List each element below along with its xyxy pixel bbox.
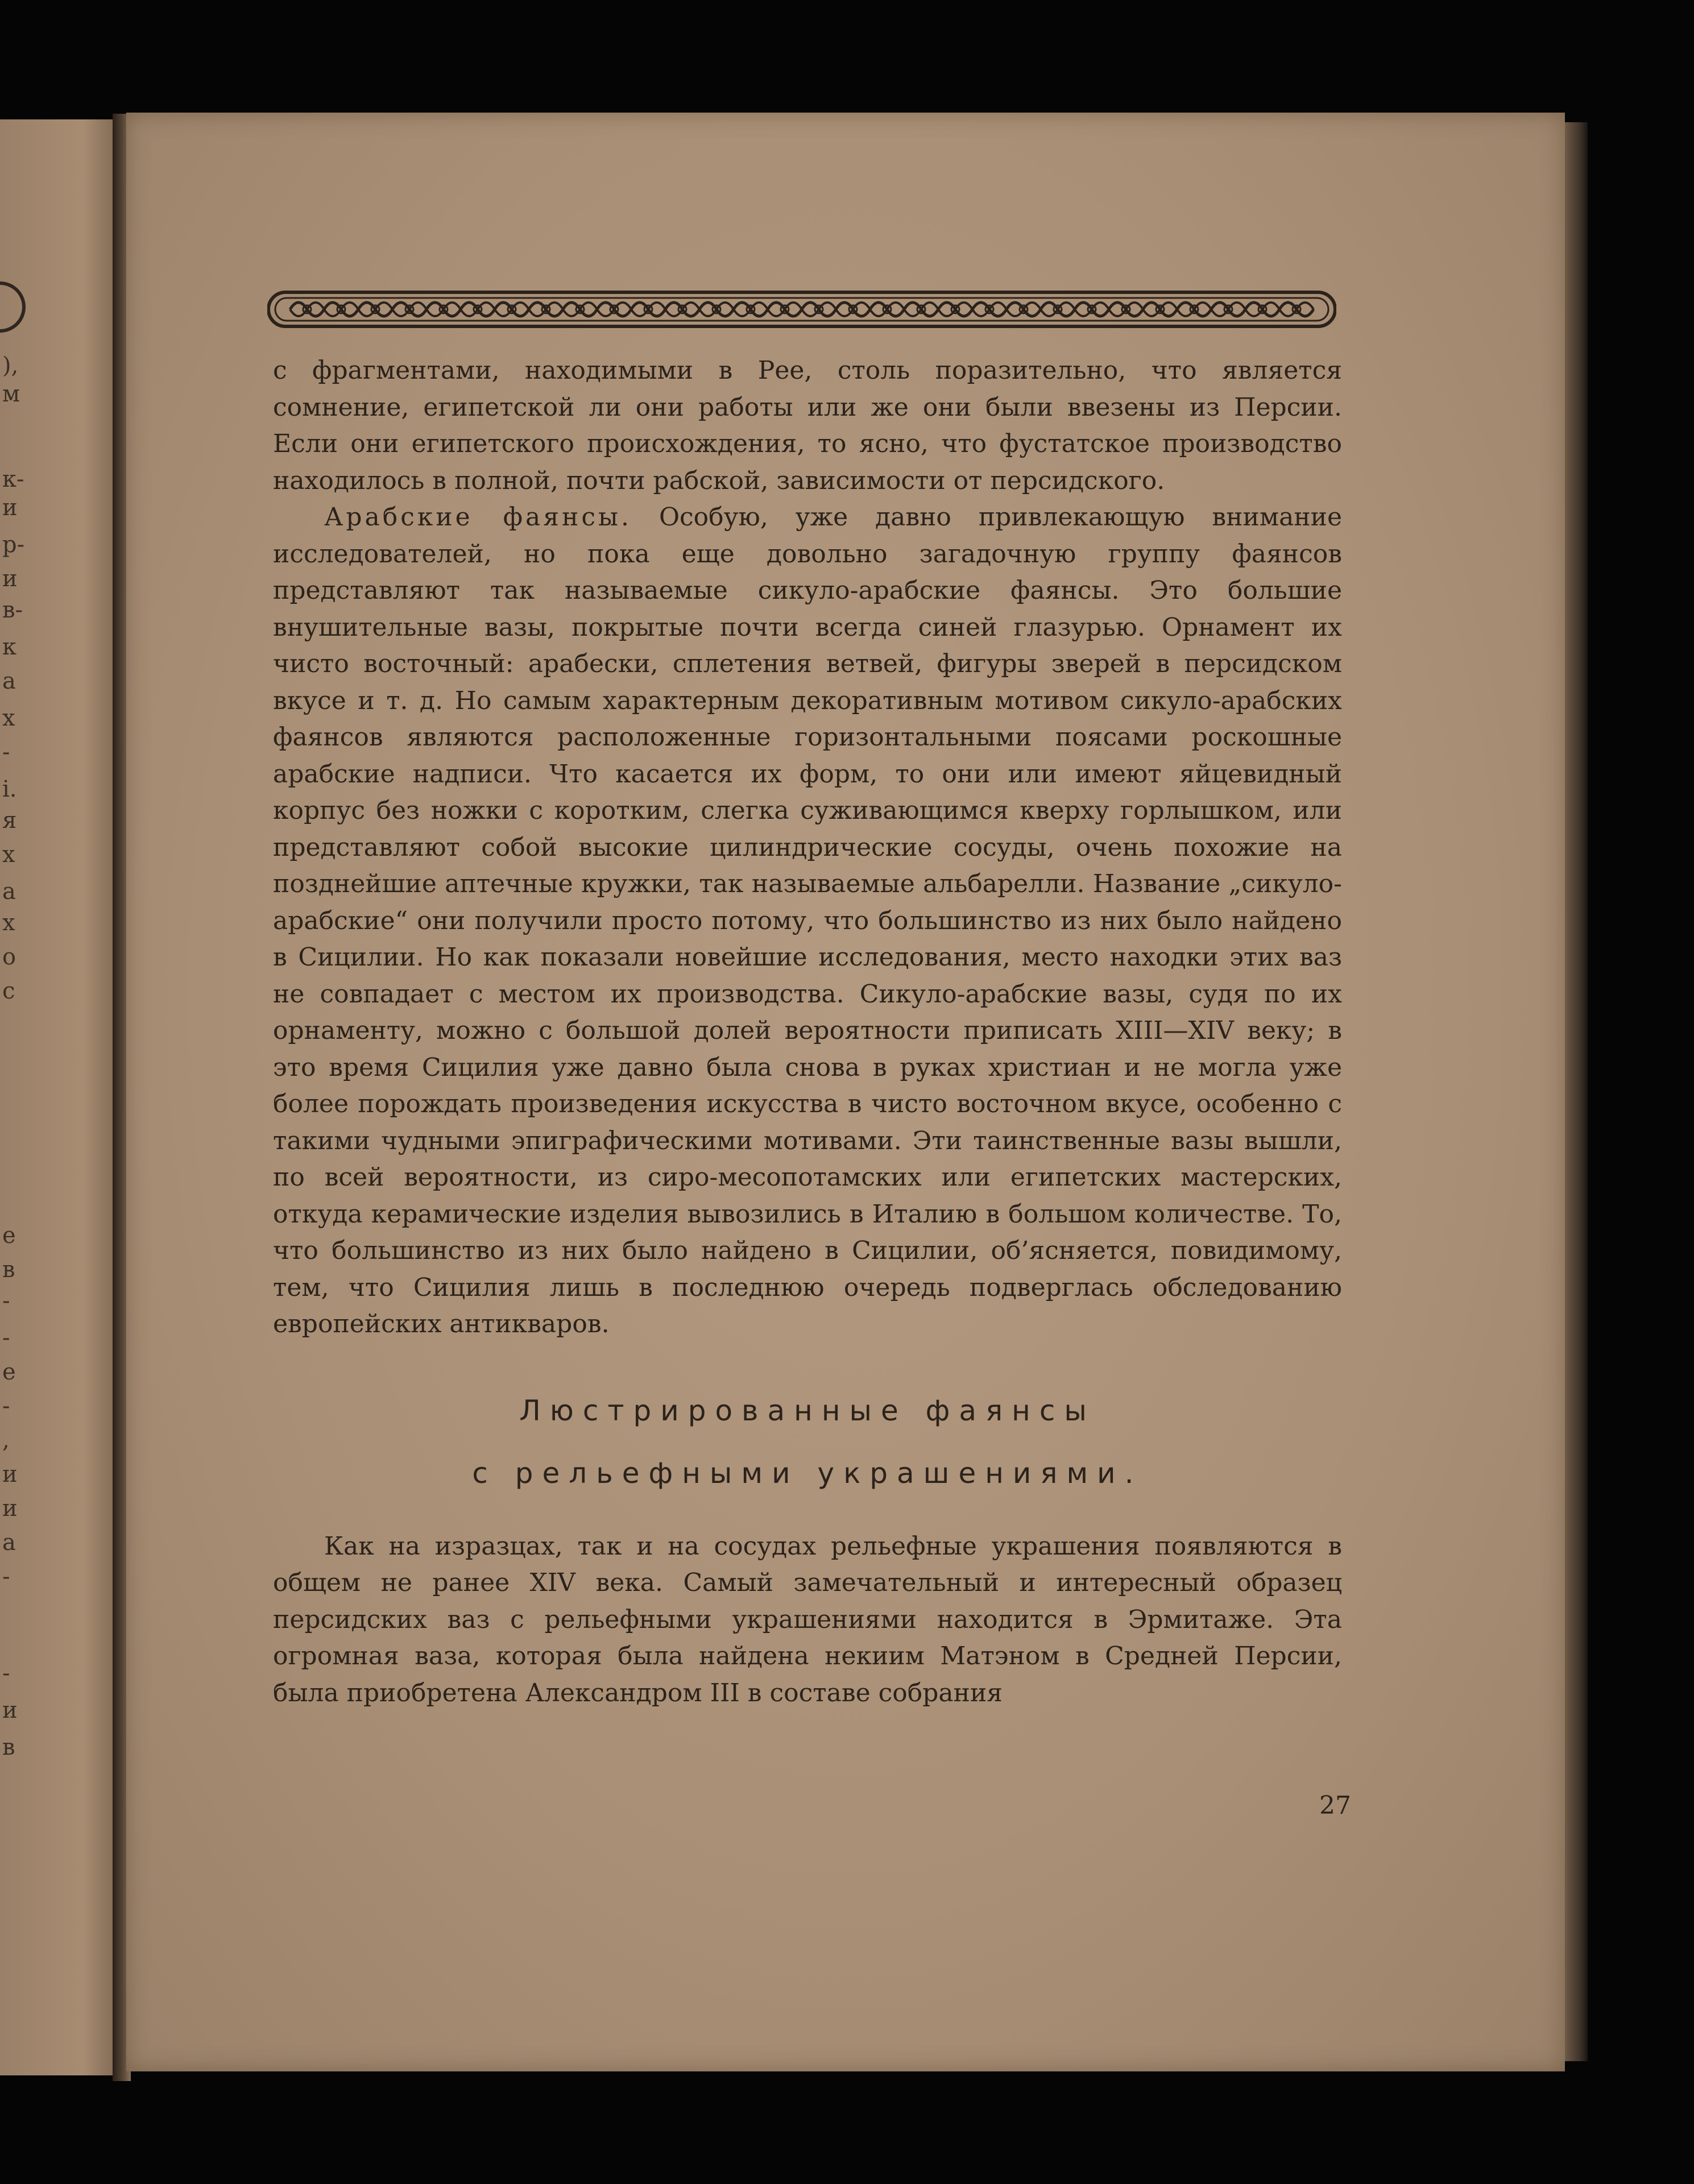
page-edge bbox=[1565, 122, 1588, 2061]
previous-page-fragment: - bbox=[2, 1660, 10, 1686]
paragraph-text: Особую, уже давно привлекающую внимание исследователей, но пока еще довольно загадочную группу фаянсов представляют так называемые сикуло-арабские фаянсы. Это большие внушительные вазы, покрытые почти всегда синей глазурью. Орнамент их чисто восточный: арабески, сплетения ветвей, фигуры зверей в персидском вкусе и т. д. Но самым характерным декоративным мотивом сикуло-арабских фаянсов являются расположенные горизонтальными поясами роскошные арабские надписи. Что касается их форм, то они или имеют яйцевидный корпус без ножки с коротким, слегка суживающимся кверху горлышком, или представляют собой высокие цилиндрические сосуды, очень похожие на позднейшие аптечные кружки, так называемые альбарелли. Название „сикуло-арабские“ они получили просто потому, что большинство из них было найдено в Сицилии. Но как показали новейшие исследования, место находки этих ваз не совпадает с местом их производства. Сикуло-арабские вазы, судя по их орнаменту, можно с большой долей вероятности приписать XIII—XIV веку; в это время Сицилия уже давно была снова в руках христиан и не могла уже более порождать произведения искусства в чисто восточном вкусе, особенно с такими чудными эпиграфическими мотивами. Эти таинственные вазы вышли, по всей вероятности, из сиро-месопотамских или египетских мастерских, откуда керамические изделия вывозились в Италию в большом количестве. То, что большинство из них было найдено в Сицилии, об’ясняется, повидимому, тем, что Сицилия лишь в последнюю очередь подверглась обследованию европейских антикваров. bbox=[273, 503, 1343, 1338]
previous-page-fragment: і. bbox=[2, 776, 17, 802]
paragraph-relief-vessels: Как на изразцах, так и на сосудах рельефные украшения появляются в общем не ранее XIV века. Самый замечательный и интересный образец персидских ваз с рельефными украшениями находится в Эрмитаже. Эта огромная ваза, которая была найдена некиим Матэном в Средней Персии, была приобретена Александром III в составе собрания bbox=[273, 1531, 1342, 1708]
previous-page-fragment: я bbox=[2, 807, 17, 834]
previous-page-fragment: в- bbox=[2, 597, 23, 623]
previous-page-fragment: - bbox=[2, 739, 10, 765]
page-number: 27 bbox=[1319, 1791, 1351, 1820]
previous-page-fragment: в bbox=[2, 1734, 15, 1760]
previous-page-ornament bbox=[0, 281, 26, 333]
paragraph-arabic-faience bbox=[273, 499, 1342, 1343]
previous-page-fragment: р- bbox=[2, 532, 25, 558]
previous-page-fragment: е bbox=[2, 1222, 16, 1249]
previous-page-fragment: х bbox=[2, 910, 15, 936]
previous-page-edge bbox=[0, 119, 119, 2075]
previous-page-fragment: и bbox=[2, 1495, 18, 1522]
previous-page-fragment: ), bbox=[2, 353, 19, 379]
previous-page-fragment: х bbox=[2, 705, 15, 731]
previous-page-fragment: , bbox=[2, 1427, 10, 1453]
previous-page-fragment: - bbox=[2, 1288, 10, 1314]
paragraph-fragments: с фрагментами, находимыми в Рее, столь поразительно, что является сомнение, египетской ли они работы или же они были ввезены из Персии. Если они египетского происхождения, то ясно, что фустатское производство находилось в полной, почти рабской, зависимости от персидского. bbox=[273, 356, 1342, 495]
section-heading-line-2: с рельефными украшениями. bbox=[472, 1456, 1143, 1490]
previous-page-fragment: а bbox=[2, 1530, 16, 1556]
previous-page-fragment: м bbox=[2, 381, 20, 407]
decorative-headpiece-ornament bbox=[267, 284, 1336, 334]
page-text bbox=[273, 353, 1342, 1711]
previous-page-fragment: и bbox=[2, 1461, 18, 1487]
previous-page-fragment: и bbox=[2, 1697, 18, 1723]
previous-page-fragment: и bbox=[2, 566, 18, 592]
previous-page-fragment: х bbox=[2, 842, 15, 868]
previous-page-fragment: е bbox=[2, 1359, 16, 1385]
previous-page-fragment: и bbox=[2, 495, 18, 521]
previous-page-fragment: - bbox=[2, 1325, 10, 1351]
previous-page-fragment: о bbox=[2, 944, 16, 970]
previous-page-fragment: - bbox=[2, 1393, 10, 1419]
previous-page-fragment: к bbox=[2, 634, 16, 660]
previous-page-fragment: с bbox=[2, 978, 15, 1004]
previous-page-fragment: а bbox=[2, 878, 16, 905]
section-heading-line-1: Люстрированные фаянсы bbox=[519, 1394, 1096, 1427]
previous-page-fragment: а bbox=[2, 668, 16, 694]
previous-page-fragment: к- bbox=[2, 466, 24, 492]
run-in-heading: Арабские фаянсы. bbox=[324, 503, 632, 532]
previous-page-fragment: в bbox=[2, 1257, 15, 1283]
previous-page-fragment: - bbox=[2, 1564, 10, 1590]
